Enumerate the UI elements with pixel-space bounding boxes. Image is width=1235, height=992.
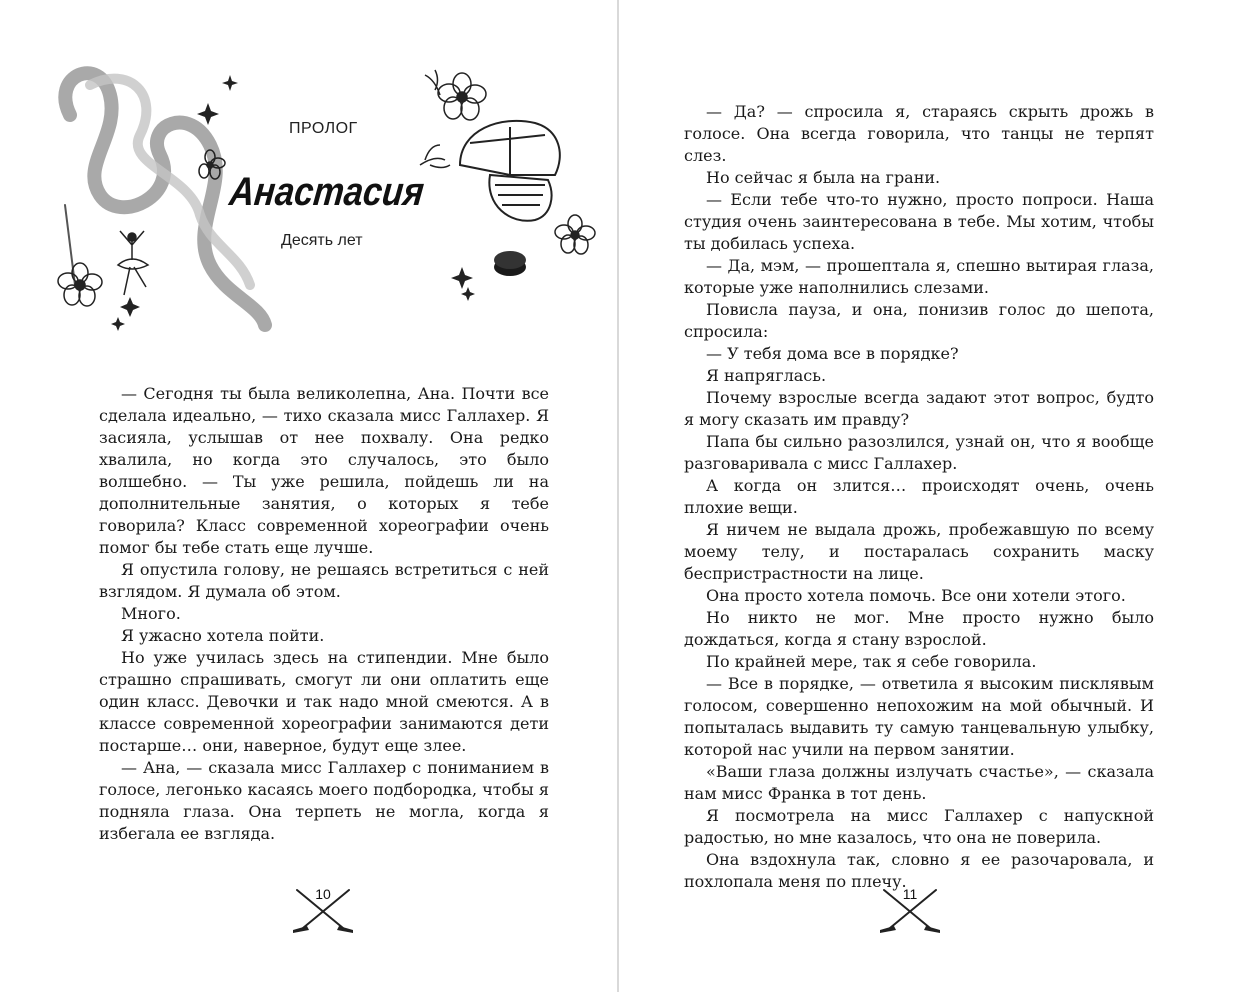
paragraph: — Да, мэм, — прошептала я, спешно вытирая глаза, которые уже наполнились слезами. xyxy=(684,256,1154,297)
paragraph: — У тебя дома все в порядке? xyxy=(706,344,959,363)
page-number-text: 10 xyxy=(315,886,331,902)
right-page xyxy=(619,0,1235,992)
paragraph: Она просто хотела помочь. Все они хотели этого. xyxy=(706,586,1126,605)
chapter-subtitle: Десять лет xyxy=(281,232,363,249)
paragraph: Я посмотрела на мисс Галлахер с напускной радостью, но мне казалось, что она не поверила. xyxy=(684,806,1154,847)
page-number xyxy=(283,884,363,940)
paragraph: А когда он злится… происходят очень, очень плохие вещи. xyxy=(684,476,1154,517)
paragraph: Но сейчас я была на грани. xyxy=(706,168,941,187)
paragraph: Но никто не мог. Мне просто нужно было дождаться, когда я стану взрослой. xyxy=(684,608,1154,649)
paragraph: Я напряглась. xyxy=(706,366,827,385)
paragraph: Почему взрослые всегда задают этот вопрос, будто я могу сказать им правду? xyxy=(684,388,1154,429)
paragraph: Я ужасно хотела пойти. xyxy=(121,626,325,645)
body-text xyxy=(99,383,549,845)
paragraph: — Ана, — сказала мисс Галлахер с пониманием в голосе, легонько касаясь моего подбородка, чтобы я подняла глаза. Она терпеть не могла, когда я избегала ее взгляда. xyxy=(99,758,549,843)
body-text xyxy=(684,101,1154,893)
paragraph: Я опустила голову, не решаясь встретиться с ней взглядом. Я думала об этом. xyxy=(99,560,549,601)
hockey-helmet-icon xyxy=(460,121,560,221)
paragraph: — Все в порядке, — ответила я высоким писклявым голосом, совершенно непохожим на мой обычный. И попыталась выдавить ту самую танцевальную улыбку, которой нас учили на первом занятии. xyxy=(684,674,1154,759)
left-page xyxy=(0,0,617,992)
chapter-label: ПРОЛОГ xyxy=(289,120,358,137)
paragraph: Я ничем не выдала дрожь, пробежавшую по всему моему телу, и постаралась сохранить маску беспристрастности на лице. xyxy=(684,520,1154,583)
paragraph: — Если тебе что-то нужно, просто попроси. Наша студия очень заинтересована в тебе. Мы хотим, чтобы ты добилась успеха. xyxy=(684,190,1154,253)
paragraph: — Сегодня ты была великолепна, Ана. Почти все сделала идеально, — тихо сказала мисс Галлахер. Я засияла, услышав от нее похвалу. Она редко хвалила, но когда это случалось, это было волшебно. — Ты уже решила, пойдешь ли на дополнительные занятия, о которых я тебе говорила? Класс современной хореографии очень помог бы тебе стать еще лучше. xyxy=(99,384,549,557)
paragraph: Много. xyxy=(121,604,181,623)
paragraph: Папа бы сильно разозлился, узнай он, что я вообще разговаривала с мисс Галлахер. xyxy=(684,432,1154,473)
paragraph: «Ваши глаза должны излучать счастье», — сказала нам мисс Франка в тот день. xyxy=(684,762,1154,803)
paragraph: — Да? — спросила я, стараясь скрыть дрожь в голосе. Она всегда говорила, что танцы не терпят слез. xyxy=(684,102,1154,165)
paragraph: По крайней мере, так я себе говорила. xyxy=(706,652,1037,671)
chapter-title: Анастасия xyxy=(227,170,427,214)
page-number-text: 11 xyxy=(902,886,918,902)
paragraph: Но уже училась здесь на стипендии. Мне было страшно спрашивать, смогут ли они оплатить еще один класс. Девочки и так надо мной смеются. А в классе современной хореографии занимаются дети постарше… они, наверное, будут еще злее. xyxy=(99,648,549,755)
paragraph: Повисла пауза, и она, понизив голос до шепота, спросила: xyxy=(684,300,1154,341)
page-number xyxy=(870,884,950,940)
ballerina-icon xyxy=(118,231,148,295)
paragraph: Она вздохнула так, словно я ее разочаровала, и похлопала меня по плечу. xyxy=(684,850,1154,891)
hockey-puck-icon xyxy=(494,251,526,276)
